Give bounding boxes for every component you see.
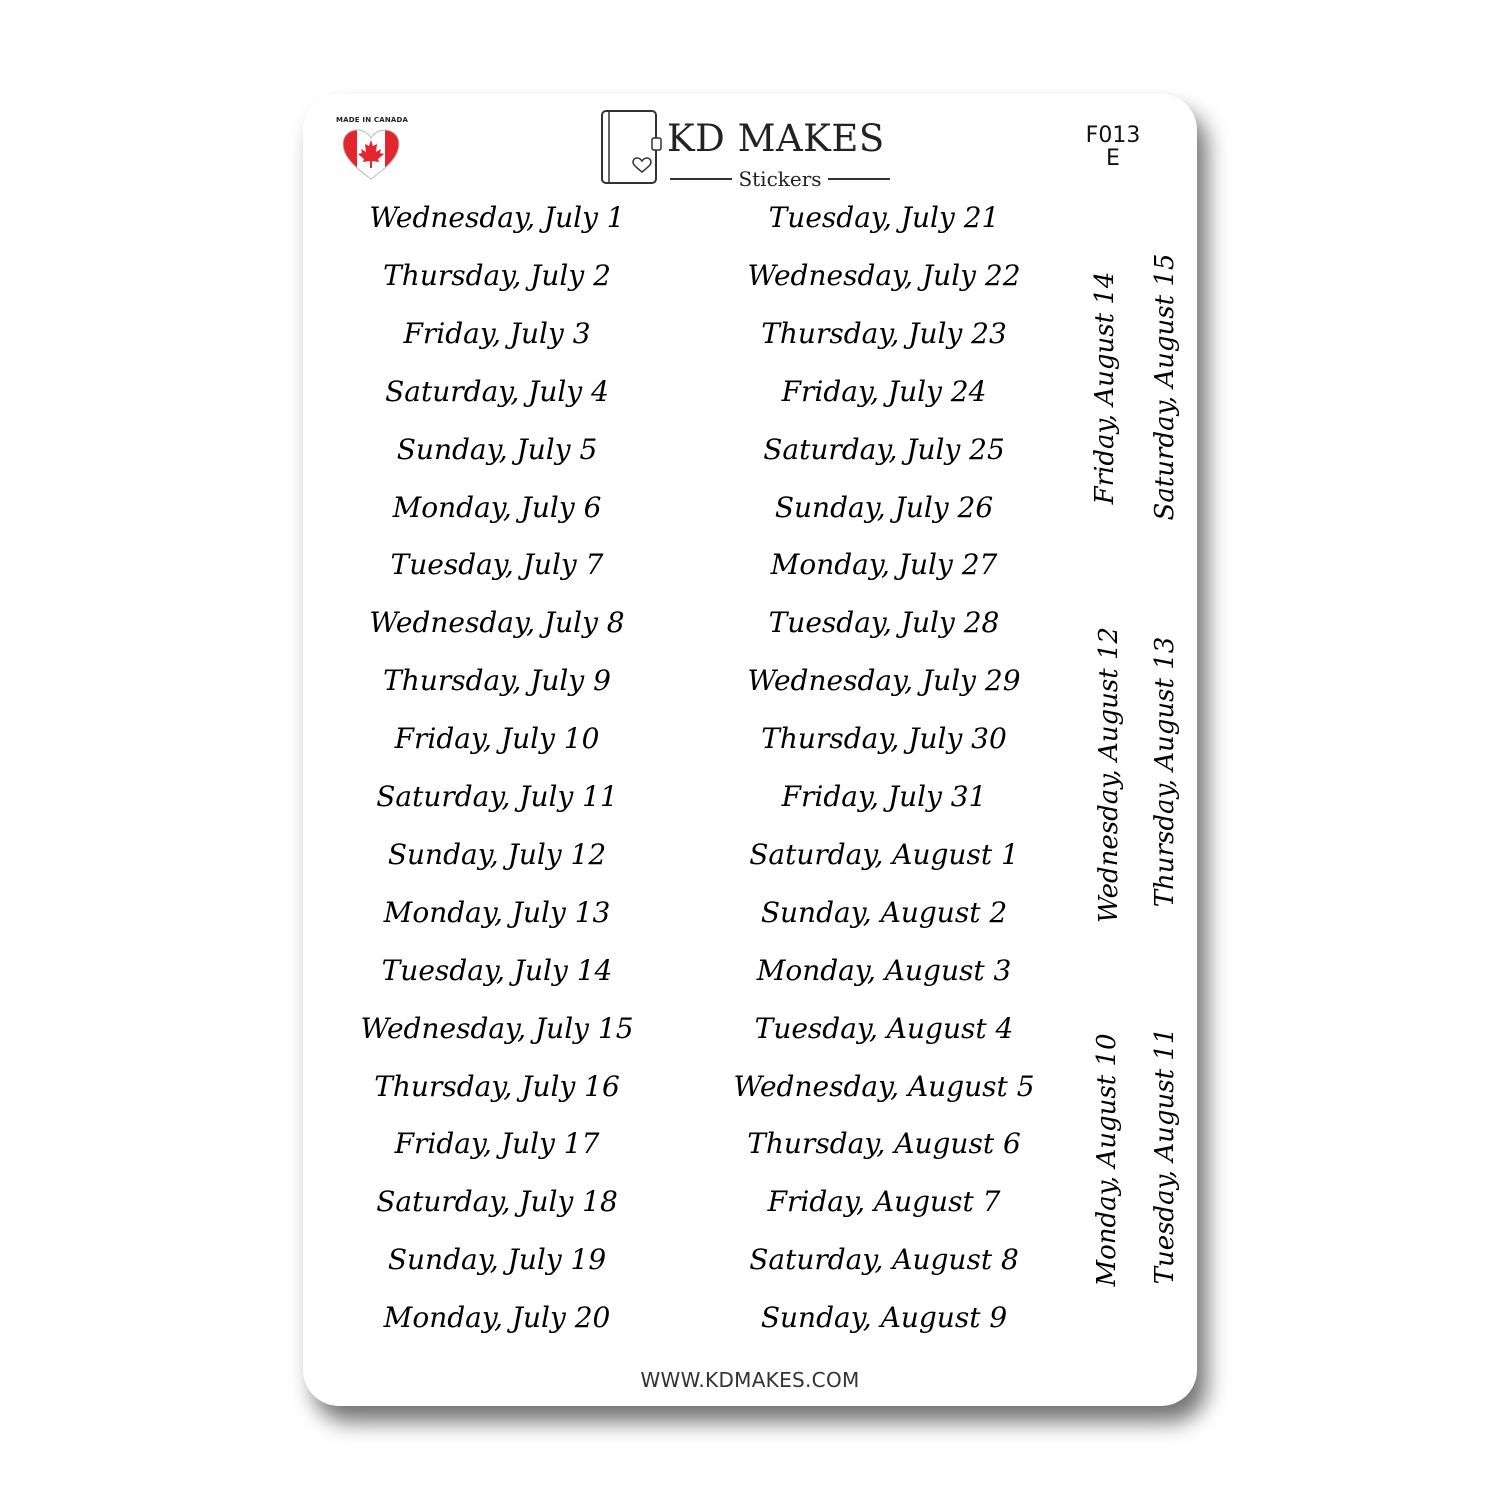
date-sticker-label: Saturday, August 8 xyxy=(749,1243,1019,1277)
date-sticker-label: Tuesday, August 4 xyxy=(754,1011,1014,1045)
date-sticker-label: Saturday, July 11 xyxy=(376,780,618,813)
date-sticker-label: Thursday, July 16 xyxy=(374,1069,620,1103)
date-sticker-label: Friday, August 7 xyxy=(767,1185,1001,1219)
product-code xyxy=(1073,124,1153,170)
product-code-line2: E xyxy=(1106,146,1120,172)
brand-sub-text: Stickers xyxy=(738,167,822,191)
date-sticker-label: Sunday, August 9 xyxy=(760,1301,1008,1335)
date-sticker-label: Wednesday, August 5 xyxy=(733,1069,1035,1103)
date-sticker-vertical: Wednesday, August 12 xyxy=(1094,626,1124,924)
date-sticker-label: Monday, July 13 xyxy=(383,895,611,929)
date-sticker-label: Tuesday, July 21 xyxy=(768,201,1000,234)
planner-icon xyxy=(600,108,664,188)
date-sticker-label: Sunday, July 26 xyxy=(774,490,994,524)
date-sticker-label: Sunday, July 19 xyxy=(387,1243,607,1277)
date-sticker-label: Wednesday, July 15 xyxy=(360,1011,634,1045)
date-sticker-label: Sunday, July 12 xyxy=(387,837,607,871)
website-url: WWW.KDMAKES.COM xyxy=(640,1368,860,1392)
sticker-sheet xyxy=(303,94,1197,1406)
date-sticker-label: Friday, July 3 xyxy=(403,316,591,350)
date-sticker-label: Thursday, July 30 xyxy=(761,722,1007,756)
date-sticker-label: Thursday, July 9 xyxy=(383,664,611,698)
date-sticker-vertical: Tuesday, August 11 xyxy=(1150,1027,1180,1285)
date-sticker-label: Wednesday, July 22 xyxy=(747,258,1021,292)
canada-heart-icon xyxy=(341,128,401,182)
date-sticker-label: Saturday, July 25 xyxy=(763,432,1005,466)
date-sticker-label: Sunday, July 5 xyxy=(396,432,598,466)
date-sticker-label: Wednesday, July 1 xyxy=(369,201,625,234)
date-sticker-label: Saturday, July 18 xyxy=(376,1185,618,1219)
brand-subtitle xyxy=(670,168,890,190)
date-sticker-label: Monday, July 6 xyxy=(392,490,602,524)
date-sticker-vertical: Thursday, August 13 xyxy=(1150,636,1180,908)
date-sticker-vertical: Monday, August 10 xyxy=(1092,1033,1122,1287)
date-sticker-label: Monday, July 20 xyxy=(383,1301,611,1335)
date-sticker-label: Saturday, July 4 xyxy=(385,374,609,408)
date-sticker-label: Friday, July 31 xyxy=(781,780,987,813)
date-sticker-label: Tuesday, July 14 xyxy=(381,953,613,987)
date-sticker-label: Friday, July 24 xyxy=(781,374,987,408)
date-sticker-label: Saturday, August 1 xyxy=(749,837,1019,871)
date-sticker-label: Friday, July 10 xyxy=(394,722,600,756)
date-sticker-label: Thursday, August 6 xyxy=(747,1127,1021,1161)
badge-text: MADE IN CANADA xyxy=(336,116,409,124)
date-sticker-label: Thursday, July 2 xyxy=(383,258,611,292)
date-sticker-label: Wednesday, July 8 xyxy=(369,606,625,640)
product-code-line1: F013 xyxy=(1085,123,1141,148)
brand-rule-left xyxy=(670,178,732,180)
brand-rule-right xyxy=(828,178,890,180)
date-sticker-label: Friday, July 17 xyxy=(394,1127,600,1161)
kd-makes-logo xyxy=(600,108,900,191)
date-sticker-vertical: Saturday, August 15 xyxy=(1150,253,1180,521)
date-sticker-label: Wednesday, July 29 xyxy=(747,664,1021,698)
brand-name: KD MAKES xyxy=(667,117,885,160)
date-sticker-label: Sunday, August 2 xyxy=(760,895,1008,929)
date-sticker-label: Tuesday, July 28 xyxy=(768,606,1000,640)
date-sticker-label: Monday, July 27 xyxy=(770,548,998,582)
date-sticker-vertical: Friday, August 14 xyxy=(1090,271,1120,505)
date-sticker-label: Thursday, July 23 xyxy=(761,316,1007,350)
made-in-canada-badge xyxy=(336,116,409,182)
date-sticker-label: Tuesday, July 7 xyxy=(390,548,604,582)
date-sticker-label: Monday, August 3 xyxy=(756,953,1012,987)
